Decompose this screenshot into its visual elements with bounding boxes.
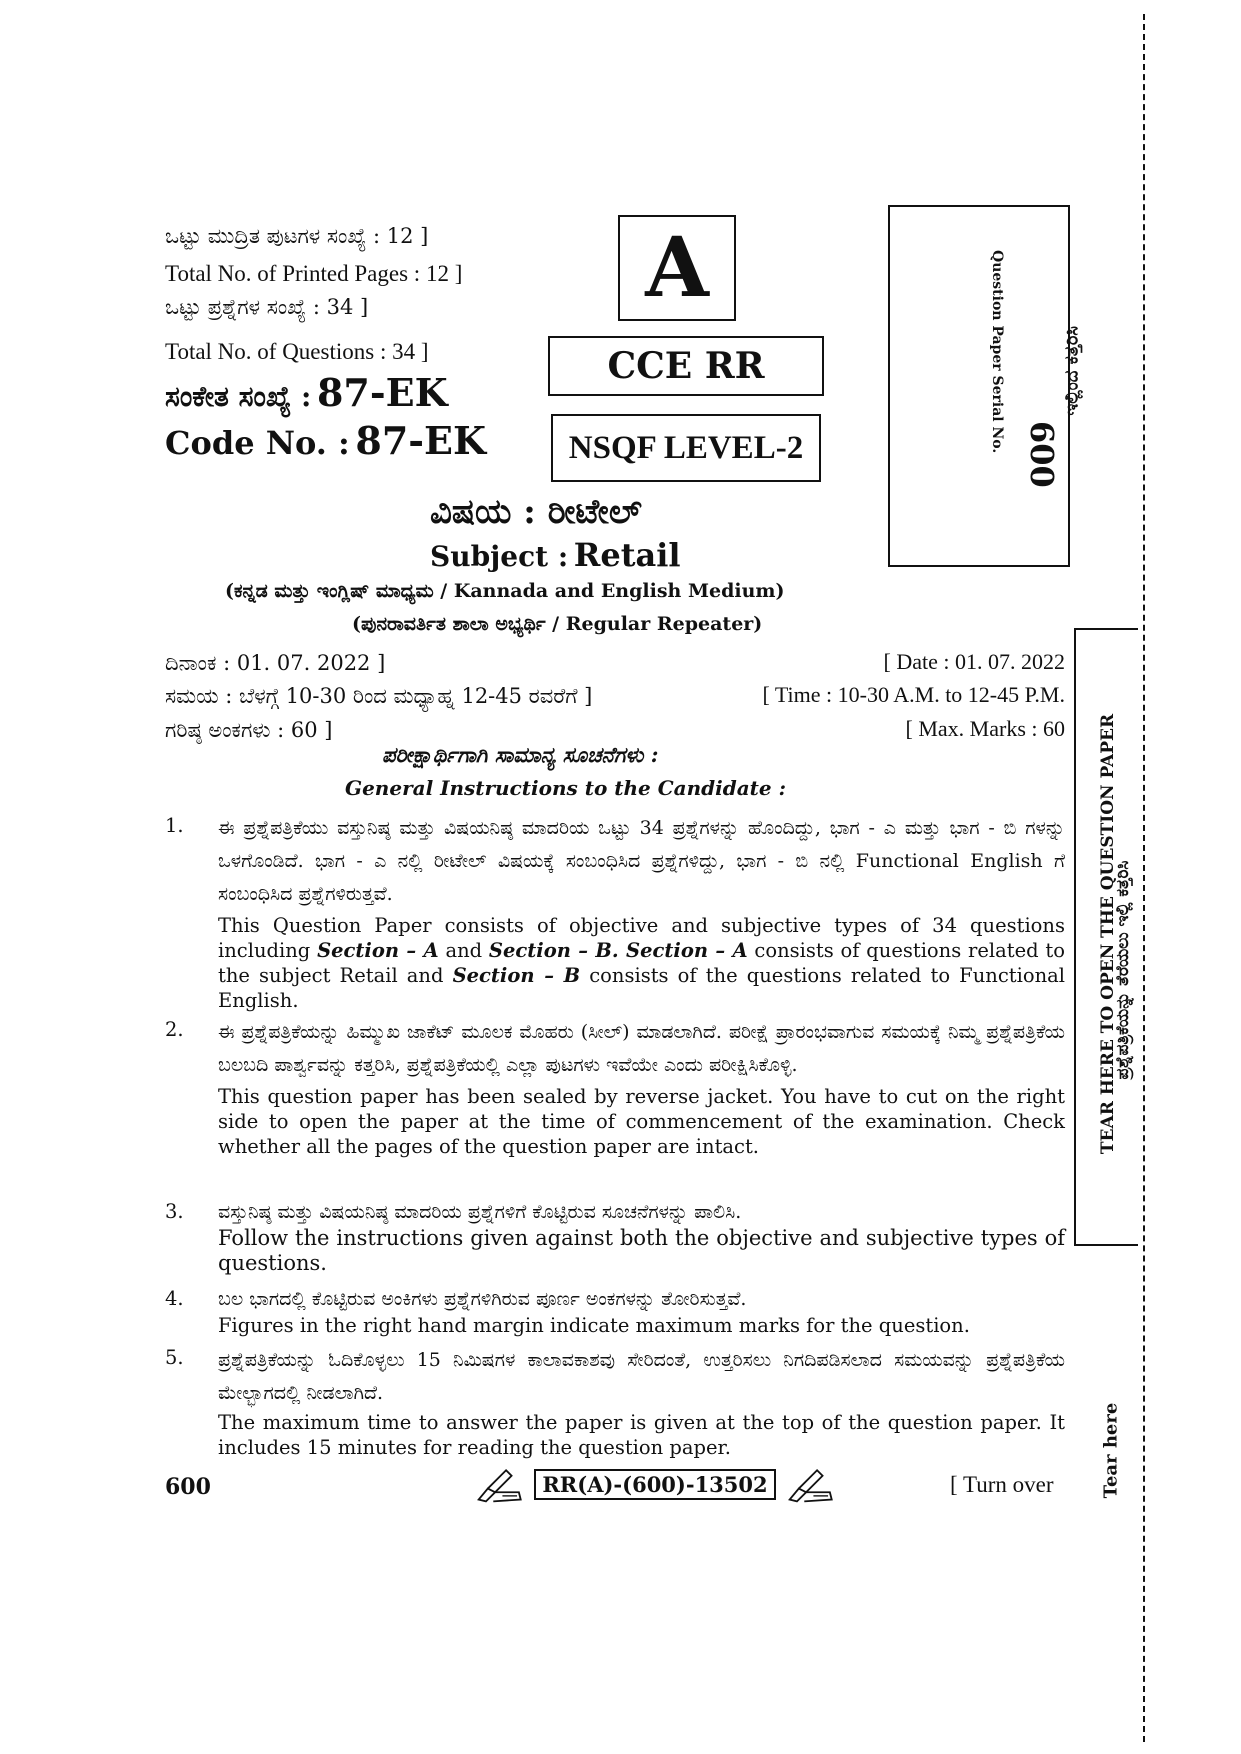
serial-number-box [888, 205, 1070, 567]
instruction-1-kn: ಈ ಪ್ರಶ್ನೆಪತ್ರಿಕೆಯು ವಸ್ತುನಿಷ್ಠ ಮತ್ತು ವಿಷಯನಿಷ್ಠ ಮಾದರಿಯ ಒಟ್ಟು 34 ಪ್ರಶ್ನೆಗಳನ್ನು ಹೊಂದಿದ್ದು, ಭಾಗ - ಎ ಮತ್ತು ಭಾಗ - ಬಿ ಗಳನ್ನು ಒಳಗೊಂಡಿದೆ. ಭಾಗ - ಎ ನಲ್ಲಿ ರೀಟೇಲ್ ವಿಷಯಕ್ಕೆ ಸಂಬಂಧಿಸಿದ ಪ್ರಶ್ನೆಗಳಿದ್ದು, ಭಾಗ - ಬಿ ನಲ್ಲಿ Functional English ಗೆ ಸಂಬಂಧಿಸಿದ ಪ್ರಶ್ನೆಗಳಿರುತ್ತವೆ. [218, 817, 1065, 905]
side-cut-here-kn: ಇಲ್ಲಿಂದ ಕತ್ತರಿಸಿ [1061, 326, 1083, 416]
instruction-2-kn: ಈ ಪ್ರಶ್ನೆಪತ್ರಿಕೆಯನ್ನು ಹಿಮ್ಮುಖ ಜಾಕೆಟ್ ಮೂಲಕ ಮೊಹರು (ಸೀಲ್) ಮಾಡಲಾಗಿದೆ. ಪರೀಕ್ಷೆ ಪ್ರಾರಂಭವಾಗುವ ಸಮಯಕ್ಕೆ ನಿಮ್ಮ ಪ್ರಶ್ನೆಪತ್ರಿಕೆಯ ಬಲಬದಿ ಪಾರ್ಶ್ವವನ್ನು ಕತ್ತರಿಸಿ, ಪ್ರಶ್ನೆಪತ್ರಿಕೆಯಲ್ಲಿ ಎಲ್ಲಾ ಪುಟಗಳು ಇವೆಯೇ ಎಂದು ಪರೀಕ್ಷಿಸಿಕೊಳ್ಳಿ. [218, 1021, 1065, 1076]
kn-total-pages: ಒಟ್ಟು ಮುದ್ರಿತ ಪುಟಗಳ ಸಂಖ್ಯೆ : 12 ] [165, 224, 429, 248]
serial-label: Question Paper Serial No. [989, 250, 1005, 454]
footer-page-code: 600 [165, 1474, 211, 1500]
section-b-emphasis: Section – B [452, 964, 581, 987]
code-number [165, 418, 486, 463]
candidate-type-line: (ಪುನರಾವರ್ತಿತ ಶಾಲಾ ಅಭ್ಯರ್ಥಿ / Regular Repeater) [352, 613, 763, 635]
instruction-5 [218, 1344, 1065, 1460]
instruction-1-en [218, 913, 1065, 1013]
tear-dashed-line [1143, 14, 1145, 1742]
tear-here-box [1074, 628, 1138, 1246]
turn-over: [ Turn over [950, 1472, 1054, 1497]
total-questions: Total No. of Questions : 34 ] [165, 339, 429, 364]
tear-here-label: Tear here [1100, 1402, 1122, 1499]
section-b-emphasis: Section – B. Section – A [488, 939, 748, 962]
instruction-2-en: This question paper has been sealed by reverse jacket. You have to cut on the right side to open the paper at the time of commencement of the examination. Check whether all the pages of the question paper are intact. [218, 1085, 1065, 1158]
text-span: consists of the questions related to Functional English. [218, 964, 1065, 1012]
subject-kannada: ವಿಷಯ : ರೀಟೇಲ್ [430, 492, 642, 532]
writing-hand-icon [786, 1463, 835, 1505]
instruction-number: 1. [165, 814, 184, 837]
code-label: Code No. : [165, 424, 350, 462]
instructions-title-kn: ಪರೀಕ್ಷಾರ್ಥಿಗಾಗಿ ಸಾಮಾನ್ಯ ಸೂಚನೆಗಳು : [382, 742, 659, 767]
total-printed-pages: Total No. of Printed Pages : 12 ] [165, 261, 463, 286]
code-value: 87-EK [355, 418, 487, 463]
instruction-3 [218, 1198, 1065, 1276]
footer-paper-code-group [475, 1462, 835, 1506]
tear-here-open-text-kn: ಪ್ರಶ್ನೆಪತ್ರಿಕೆಯನ್ನು ತೆರೆಯಲು ಇಲ್ಲಿ ಕತ್ತರಿಸಿ [1113, 860, 1133, 1080]
instruction-number: 4. [165, 1287, 184, 1310]
text-span: This Question Paper consists of objective and subjective types of 34 questions including [218, 914, 1065, 962]
instruction-2 [218, 1016, 1065, 1159]
time-en: [ Time : 10-30 A.M. to 12-45 P.M. [762, 682, 1065, 707]
tear-here-open-text: TEAR HERE TO OPEN THE QUESTION PAPER [1098, 713, 1118, 1155]
instructions-title-en: General Instructions to the Candidate : [345, 776, 786, 800]
kn-code-label: ಸಂಕೇತ ಸಂಖ್ಯೆ : [165, 380, 312, 413]
serial-number: 600 [1023, 421, 1061, 488]
instruction-number: 3. [165, 1200, 184, 1223]
version-letter-box: A [618, 215, 736, 321]
date-kn: ದಿನಾಂಕ : 01. 07. 2022 ] [165, 651, 386, 675]
kn-total-questions: ಒಟ್ಟು ಪ್ರಶ್ನೆಗಳ ಸಂಖ್ಯೆ : 34 ] [165, 295, 369, 319]
subject-label: Subject : [430, 540, 569, 573]
text-span: consists of questions related to the subject Retail and [218, 939, 1065, 987]
instruction-number: 5. [165, 1346, 184, 1369]
instruction-5-kn: ಪ್ರಶ್ನೆಪತ್ರಿಕೆಯನ್ನು ಓದಿಕೊಳ್ಳಲು 15 ನಿಮಿಷಗಳ ಕಾಲಾವಕಾಶವು ಸೇರಿದಂತೆ, ಉತ್ತರಿಸಲು ನಿಗದಿಪಡಿಸಲಾದ ಸಮಯವನ್ನು ಪ್ರಶ್ನೆಪತ್ರಿಕೆಯ ಮೇಲ್ಭಾಗದಲ್ಲಿ ನೀಡಲಾಗಿದೆ. [218, 1349, 1065, 1404]
date-en: [ Date : 01. 07. 2022 [883, 649, 1065, 674]
max-marks-en: [ Max. Marks : 60 [905, 716, 1065, 741]
time-kn: ಸಮಯ : ಬೆಳಗ್ಗೆ 10-30 ರಿಂದ ಮಧ್ಯಾಹ್ನ 12-45 ರವರೆಗೆ ] [165, 684, 593, 708]
kn-code-number [165, 370, 448, 415]
subject-value: Retail [573, 536, 681, 574]
instruction-4-en: Figures in the right hand margin indicate maximum marks for the question. [218, 1314, 970, 1337]
exam-name-box: CCE RR [548, 336, 824, 396]
instruction-3-kn: ವಸ್ತುನಿಷ್ಠ ಮತ್ತು ವಿಷಯನಿಷ್ಠ ಮಾದರಿಯ ಪ್ರಶ್ನೆಗಳಿಗೆ ಕೊಟ್ಟಿರುವ ಸೂಚನೆಗಳನ್ನು ಪಾಲಿಸಿ. [218, 1201, 742, 1223]
text-span: and [438, 939, 489, 962]
medium-line: (ಕನ್ನಡ ಮತ್ತು ಇಂಗ್ಲಿಷ್ ಮಾಧ್ಯಮ / Kannada and English Medium) [225, 580, 785, 602]
nsqf-level-box: NSQF LEVEL-2 [551, 414, 821, 482]
max-marks-kn: ಗರಿಷ್ಠ ಅಂಕಗಳು : 60 ] [165, 718, 333, 742]
instruction-3-en: Follow the instructions given against both the objective and subjective types of questions. [218, 1226, 1065, 1275]
instruction-4 [218, 1285, 1065, 1338]
instruction-number: 2. [165, 1018, 184, 1041]
instruction-1 [218, 812, 1065, 1013]
instruction-5-en: The maximum time to answer the paper is given at the top of the question paper. It includes 15 minutes for reading the question paper. [218, 1411, 1065, 1459]
subject-english [430, 536, 681, 574]
kn-code-value: 87-EK [316, 370, 448, 415]
footer-paper-code: RR(A)-(600)-13502 [534, 1469, 775, 1500]
writing-hand-icon [475, 1463, 524, 1505]
section-a-emphasis: Section – A [317, 939, 439, 962]
instruction-4-kn: ಬಲ ಭಾಗದಲ್ಲಿ ಕೊಟ್ಟಿರುವ ಅಂಕಿಗಳು ಪ್ರಶ್ನೆಗಳಿಗಿರುವ ಪೂರ್ಣ ಅಂಕಗಳನ್ನು ತೋರಿಸುತ್ತವೆ. [218, 1288, 747, 1310]
